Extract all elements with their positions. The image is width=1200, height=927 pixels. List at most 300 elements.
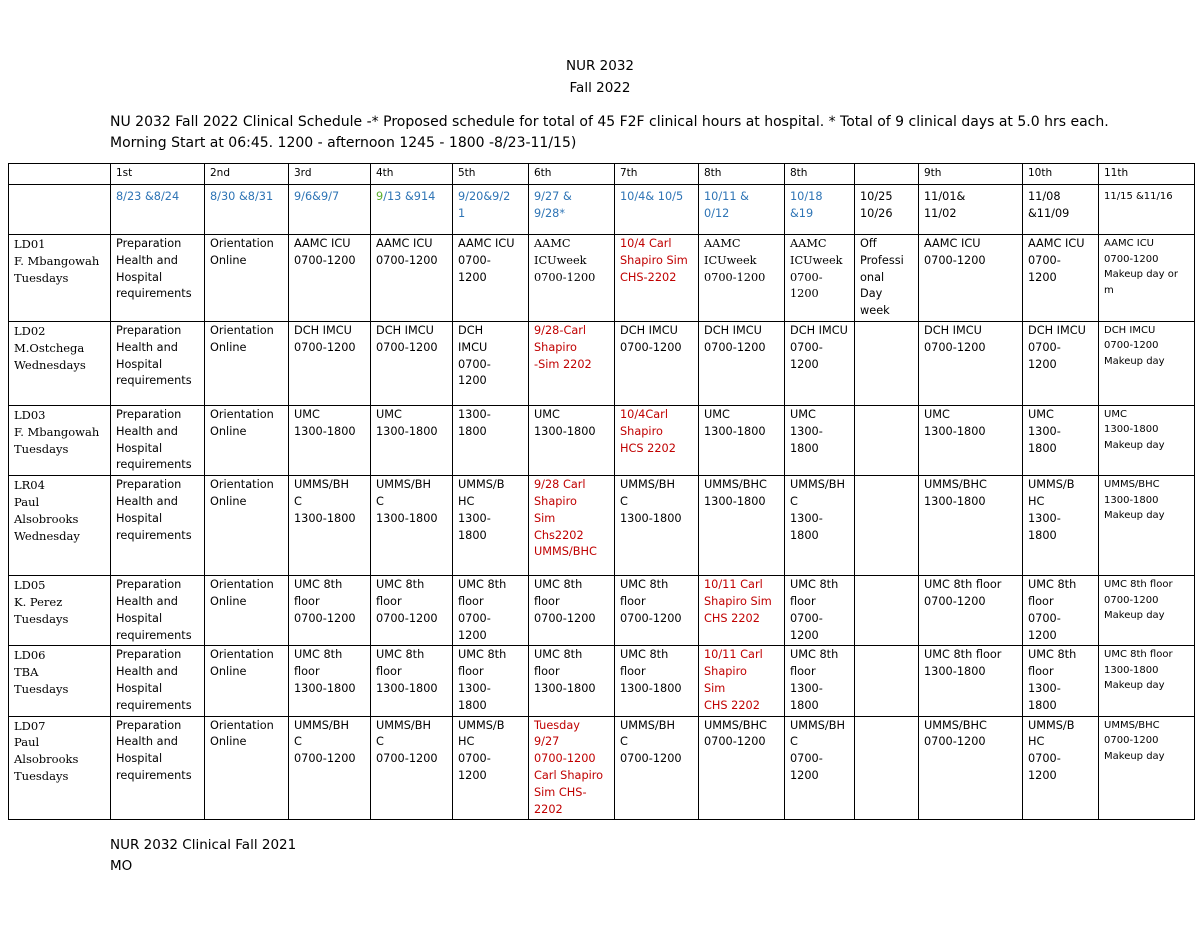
cell-line: floor [790,665,816,679]
cell-line: C [376,494,384,508]
clinical-group-row [9,235,1195,322]
cell-line: ICUweek [534,253,587,267]
week-header-cell: 1st [111,164,205,185]
cell-line: Preparation [116,648,182,662]
schedule-cell [855,405,919,475]
schedule-cell [1023,576,1099,646]
schedule-description [110,112,1190,154]
schedule-cell [289,576,371,646]
cell-line: Online [210,665,247,679]
cell-line: 1300-1800 [620,681,682,695]
cell-line: 1300-1800 [534,681,596,695]
cell-line: Preparation [116,407,182,421]
schedule-cell [919,476,1023,576]
cell-line: UMMS/BHC [924,478,987,492]
cell-line: floor [620,594,646,608]
cell-line: UMC 8th [534,578,583,592]
cell-line: 1300-1800 [924,665,986,679]
cell-line: Shapiro Sim [620,253,688,267]
group-line: Tuesdays [14,611,69,626]
cell-line: 10/11 Carl [704,648,763,662]
cell-line: DCH IMCU [376,323,434,337]
cell-line: 0700-1200 [924,735,986,749]
cell-line: DCH IMCU [1104,324,1156,336]
group-line: Alsobrooks [14,511,79,526]
cell-line: Health and [116,665,178,679]
cell-line: 9/28 Carl [534,478,586,492]
cell-line: Orientation [210,578,274,592]
group-line: F. Mbangowah [14,253,100,268]
schedule-cell [919,576,1023,646]
cell-line: 0700-1200 [294,752,356,766]
cell-line: Sim [534,511,556,525]
group-cell [9,235,111,322]
cell-line: Hospital [116,752,163,766]
cell-line: Hospital [116,681,163,695]
cell-line: Orientation [210,648,274,662]
schedule-cell [699,405,785,475]
date-line: 10/25 [860,190,893,203]
cell-line: 1300-1800 [1104,424,1159,436]
cell-line: 1300-1800 [620,511,682,525]
week-header-cell: 8th [785,164,855,185]
schedule-cell [919,321,1023,405]
schedule-cell [453,576,529,646]
cell-line: Makeup day [1104,439,1165,451]
schedule-cell [855,716,919,820]
cell-line: Shapiro [620,424,663,438]
cell-line: Makeup day or m [1104,269,1179,296]
cell-line: UMC 8th [376,578,425,592]
cell-line: 0700-1200 [1104,594,1159,606]
cell-line: UMC [376,407,402,421]
cell-line: UMC [704,407,730,421]
schedule-cell [371,576,453,646]
cell-line: onal [860,270,885,284]
date-cell [529,185,615,235]
cell-line: 1300-1800 [790,424,823,455]
cell-line: 1200 [1028,628,1057,642]
cell-line: 1300- [458,407,491,421]
cell-line: AAMC ICU [458,237,515,250]
cell-line: Shapiro Sim [704,594,772,608]
schedule-cell [1099,405,1195,475]
cell-line: Makeup day [1104,355,1165,367]
cell-line: 1200 [458,628,487,642]
cell-line: UMC 8th floor [1104,579,1173,591]
cell-line: 1200 [1028,768,1057,782]
cell-line: 0700-1200 [790,340,823,371]
cell-line: 10/4Carl [620,407,668,421]
clinical-group-row [9,476,1195,576]
schedule-cell [1023,476,1099,576]
cell-line: 0700-1200 [704,735,766,749]
cell-line: 1300-1800 [924,494,986,508]
cell-line: 1300- [1028,424,1061,438]
cell-line: 0700- [1028,611,1061,625]
cell-line: Online [210,594,247,608]
cell-line: 0700- [1028,253,1061,267]
cell-line: UMC 8th [294,648,343,662]
schedule-cell [699,576,785,646]
footer-line-2: MO [110,858,133,874]
schedule-cell [919,405,1023,475]
cell-line: DCH IMCU [790,323,848,337]
schedule-cell [529,235,615,322]
cell-line: Orientation [210,237,274,250]
group-line: Tuesdays [14,681,69,696]
schedule-cell [615,716,699,820]
schedule-cell [615,476,699,576]
group-line: Paul [14,494,40,509]
schedule-cell [205,716,289,820]
schedule-cell [1023,405,1099,475]
date-cell [371,185,453,235]
cell-line: requirements [116,768,192,782]
cell-line: 0700-1200 [704,340,766,354]
date-fragment: /13 &914 [383,190,436,203]
date-line: 10/11 & [704,190,749,203]
cell-line: Health and [116,594,178,608]
cell-line: 9/28-Carl [534,323,587,337]
cell-line: UMC 8th [294,578,343,592]
cell-line: requirements [116,698,192,712]
cell-line: Hospital [116,611,163,625]
cell-line: requirements [116,287,192,301]
schedule-cell [699,646,785,716]
cell-line: 0700-1200 [294,340,356,354]
date-cell [1023,185,1099,235]
clinical-group-row [9,646,1195,716]
description-line-2: Morning Start at 06:45. 1200 - afternoon 1245 - 1800 -8/23-11/15) [110,135,577,151]
cell-line: 1200 [458,374,487,388]
cell-line: UMC 8th floor [924,648,1002,662]
cell-line: Online [210,253,247,267]
schedule-cell [699,321,785,405]
cell-line: Health and [116,424,178,438]
week-header-cell: 10th [1023,164,1099,185]
schedule-cell [111,646,205,716]
group-cell [9,476,111,576]
cell-line: Day [860,287,883,301]
schedule-cell [205,405,289,475]
schedule-cell [453,405,529,475]
schedule-cell [855,476,919,576]
cell-line: 0700- [458,611,491,625]
group-cell [9,646,111,716]
cell-line: Preparation [116,323,182,337]
clinical-group-row [9,321,1195,405]
cell-line: UMC 8th [1028,648,1077,662]
cell-line: C [294,735,302,749]
schedule-cell [785,321,855,405]
week-header-cell: 5th [453,164,529,185]
schedule-cell [785,646,855,716]
cell-line: AAMC [704,237,741,250]
schedule-cell [453,646,529,716]
schedule-cell [785,235,855,322]
group-line: M.Ostchega [14,340,85,355]
schedule-cell [453,476,529,576]
cell-line: CHS-2202 [620,270,677,284]
cell-line: UMMS/B [458,718,505,732]
cell-line: requirements [116,528,192,542]
schedule-cell [529,476,615,576]
schedule-cell [699,235,785,322]
cell-line: DCH IMCU [1028,323,1086,337]
schedule-cell [919,646,1023,716]
schedule-cell [453,321,529,405]
schedule-cell [529,576,615,646]
cell-line: UMMS/B [458,478,505,492]
cell-line: 9/27 [534,735,560,749]
cell-line: Health and [116,735,178,749]
cell-line: UMMS/BHC [924,718,987,732]
cell-line: UMMS/BHC [704,478,767,492]
date-cell [699,185,785,235]
cell-line: 1200 [458,768,487,782]
schedule-cell [615,321,699,405]
group-cell [9,716,111,820]
cell-line: Hospital [116,441,163,455]
schedule-cell [1023,716,1099,820]
schedule-cell [785,716,855,820]
cell-line: C [294,494,302,508]
schedule-cell [289,235,371,322]
schedule-cell [785,405,855,475]
cell-line: HCS 2202 [620,441,676,455]
cell-line: AAMC [534,237,571,250]
cell-line: floor [376,665,402,679]
date-line: 8/30 &8/31 [210,190,274,203]
cell-line: DCH [458,323,484,337]
cell-line: Hospital [116,511,163,525]
date-cell [111,185,205,235]
group-line: LD01 [14,237,46,251]
cell-line: Orientation [210,478,274,492]
cell-line: 0700-1200 [294,611,356,625]
cell-line: Orientation [210,323,274,337]
cell-line: 0700-1200 [534,752,596,766]
cell-line: UMC [294,407,320,421]
group-line: F. Mbangowah [14,424,100,439]
date-line: 0/12 [704,206,730,220]
clinical-schedule-table [8,163,1195,820]
cell-line: 1300- [1028,681,1061,695]
cell-line: UMMS/BH [376,718,431,732]
cell-line: HC [1028,494,1045,508]
cell-line: requirements [116,458,192,472]
cell-line: 0700-1200 [790,752,823,782]
date-line: 10/4& 10/5 [620,190,684,203]
cell-line: Health and [116,253,178,267]
cell-line: 1300-1800 [294,511,356,525]
cell-line: UMMS/BH [294,478,349,492]
cell-line: IMCU [458,340,488,354]
schedule-cell [1099,576,1195,646]
cell-line: C [376,735,384,749]
cell-line: Makeup day [1104,750,1165,762]
cell-line: 0700-1200 [534,270,596,284]
cell-line: UMMS/BHC [534,545,597,559]
cell-line: 0700-1200 [790,270,823,301]
schedule-cell [919,716,1023,820]
cell-line: Hospital [116,270,163,284]
schedule-cell [371,476,453,576]
group-line: Tuesdays [14,441,69,456]
cell-line: 0700-1200 [1104,340,1159,352]
date-line: 10/26 [860,206,893,220]
group-line: LD05 [14,578,46,593]
schedule-cell [289,476,371,576]
cell-line: 0700- [1028,340,1061,354]
cell-line: UMMS/BHC [1104,479,1160,491]
cell-line: ICUweek [704,253,757,267]
cell-line: 1800 [1028,441,1057,455]
cell-line: requirements [116,628,192,642]
week-header-cell: 4th [371,164,453,185]
cell-line: 0700-1200 [376,611,438,625]
cell-line: 0700-1200 [924,253,986,267]
date-line: 10/18 &19 [790,190,823,220]
cell-line: UMC 8th [790,648,839,662]
week-header-cell: 8th [699,164,785,185]
schedule-cell [1023,235,1099,322]
clinical-group-row [9,576,1195,646]
cell-line: UMC 8th [620,578,669,592]
cell-line: C [620,735,628,749]
cell-line: floor [790,594,816,608]
schedule-cell [111,476,205,576]
group-line: Wednesdays [14,357,86,372]
cell-line: 0700-1200 [620,752,682,766]
cell-line: 1300- [1028,511,1061,525]
date-line: &11/09 [1028,206,1070,220]
schedule-cell [699,476,785,576]
cell-line: UMC [1028,407,1054,421]
group-line: LR04 [14,478,45,493]
group-line: LD07 [14,718,46,733]
cell-line: 1300-1800 [704,424,766,438]
cell-line: DCH IMCU [294,323,352,337]
cell-line: UMC 8th floor [1104,649,1173,661]
footer-note [110,835,296,877]
cell-line: Online [210,340,247,354]
cell-line: -Sim 2202 [534,357,592,371]
cell-line: UMMS/BH [294,718,349,732]
cell-line: 1300-1800 [1104,494,1159,506]
cell-line: Health and [116,340,178,354]
week-header-cell: 7th [615,164,699,185]
cell-line: UMMS/BHC [704,718,767,732]
cell-line: Health and [116,494,178,508]
cell-line: DCH IMCU [620,323,678,337]
cell-line: Shapiro [704,665,747,679]
cell-line: 1300-1800 [704,494,766,508]
date-line [376,189,447,206]
week-header-cell: 6th [529,164,615,185]
cell-line: floor [534,665,560,679]
cell-line: UMMS/BH [620,718,675,732]
week-header-cell [855,164,919,185]
cell-line: 0700-1200 [1104,735,1159,747]
cell-line: UMC [534,407,560,421]
cell-line: floor [294,665,320,679]
schedule-cell [453,235,529,322]
schedule-cell [111,576,205,646]
schedule-cell [371,321,453,405]
schedule-cell [615,646,699,716]
cell-line: Off [860,237,877,250]
schedule-cell [111,405,205,475]
cell-line: Makeup day [1104,510,1165,522]
schedule-cell [1099,476,1195,576]
schedule-cell [1099,321,1195,405]
group-line: LD03 [14,407,46,422]
schedule-cell [371,716,453,820]
date-cell [289,185,371,235]
cell-line: UMMS/B [1028,718,1075,732]
schedule-cell [785,576,855,646]
week-header-cell: 11th [1099,164,1195,185]
schedule-cell [1023,646,1099,716]
cell-line: Chs2202 [534,528,584,542]
cell-line: AAMC ICU [1104,238,1154,249]
cell-line: 1800 [458,424,487,438]
cell-line: 1200 [458,270,487,284]
cell-line: Shapiro [534,494,577,508]
cell-line: 0700-1200 [620,340,682,354]
cell-line: floor [1028,665,1054,679]
cell-line: Online [210,424,247,438]
cell-line: DCH IMCU [924,323,982,337]
date-cell [615,185,699,235]
group-line: LD02 [14,323,46,338]
schedule-cell [615,405,699,475]
date-line: 9/20&9/2 [458,190,511,203]
cell-line: 1300-1800 [790,681,823,712]
group-line: Alsobrooks [14,752,79,767]
cell-line: floor [458,665,484,679]
schedule-cell [289,405,371,475]
cell-line: C [620,494,628,508]
cell-line: floor [458,594,484,608]
cell-line: AAMC ICU [294,237,351,250]
date-cell [453,185,529,235]
schedule-cell [205,476,289,576]
schedule-cell [111,321,205,405]
cell-line: AAMC ICU [376,237,433,250]
cell-line: 1300-1800 [376,424,438,438]
schedule-cell [371,235,453,322]
schedule-cell [111,235,205,322]
cell-line: UMC 8th [458,578,507,592]
date-cell [785,185,855,235]
schedule-cell [855,646,919,716]
group-cell [9,321,111,405]
cell-line: Preparation [116,578,182,592]
cell-line: 1200 [1028,357,1057,371]
cell-line: AAMC [790,237,827,250]
cell-line: 0700-1200 [924,340,986,354]
cell-line: Online [210,735,247,749]
cell-line: CHS 2202 [704,611,760,625]
cell-line: UMMS/BH [790,718,845,732]
cell-line: floor [534,594,560,608]
date-line: 9/27 & [534,190,572,203]
cell-line: 0700- [458,357,491,371]
cell-line: UMC [1104,408,1127,420]
